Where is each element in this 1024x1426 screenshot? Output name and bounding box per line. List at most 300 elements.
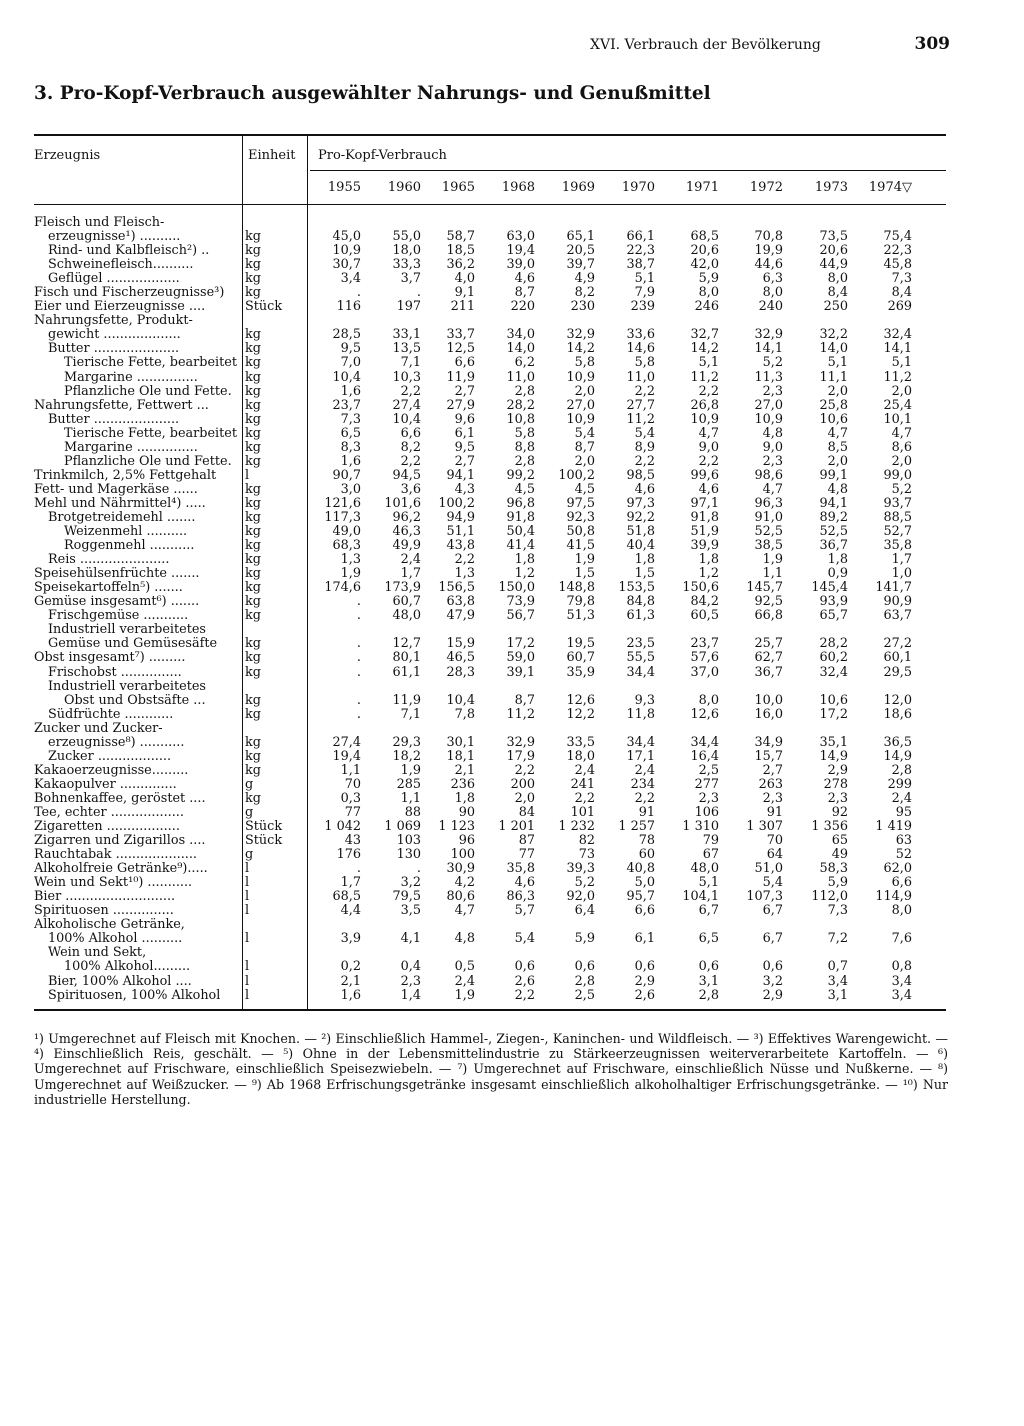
value-cell: 1 069 [384,819,421,835]
value-cell: 121,6 [324,495,361,511]
value-cell: 14,9 [819,748,848,764]
table-row [0,525,1024,539]
value-cell: 93,9 [819,594,848,610]
table-row [0,441,1024,455]
value-cell: 7,1 [400,355,421,371]
column-header-consumption: Pro-Kopf-Verbrauch [318,148,447,163]
row-unit: kg [245,383,261,399]
value-cell: 8,0 [698,692,719,708]
value-cell: 148,8 [558,580,595,596]
table-row [0,834,1024,848]
row-unit: kg [245,762,261,778]
table-row [0,778,1024,792]
row-label: Alkoholische Getränke, [34,918,185,933]
value-cell: 240 [758,299,783,315]
value-cell: 63,0 [506,229,535,245]
value-cell: 6,5 [340,425,361,441]
row-unit: Stück [245,299,283,315]
value-cell: 32,4 [883,327,912,343]
value-cell: 4,3 [454,481,475,497]
value-cell: 32,4 [819,664,848,680]
value-cell: 100,2 [438,495,475,511]
value-cell: 15,7 [754,748,783,764]
value-cell: 2,8 [891,762,912,778]
value-cell: 47,9 [446,608,475,624]
value-cell: 20,6 [819,243,848,259]
value-cell: 6,6 [634,903,655,919]
value-cell: 174,6 [324,580,361,596]
value-cell: 100 [450,847,475,863]
value-cell: 59,0 [506,650,535,666]
value-cell: 7,3 [891,271,912,287]
value-cell: 1,9 [762,552,783,568]
row-unit: kg [245,257,261,273]
value-cell: 10,6 [819,692,848,708]
table-row [0,651,1024,665]
value-cell: 14,0 [819,341,848,357]
value-cell: 1 201 [498,819,535,835]
row-label: Zucker und Zucker- [34,721,163,736]
value-cell: 6,6 [400,425,421,441]
value-cell: 6,4 [574,903,595,919]
table-row [0,820,1024,834]
value-cell: 55,0 [392,229,421,245]
value-cell: 42,0 [690,257,719,273]
value-cell: 35,8 [883,538,912,554]
value-cell: 52,5 [754,524,783,540]
value-cell: 1 123 [438,819,475,835]
value-cell: 1,1 [762,566,783,582]
value-cell: 0,6 [514,959,535,975]
row-label: Speisehülsenfrüchte ....... [34,567,200,582]
value-cell: 4,8 [454,931,475,947]
value-cell: 1,6 [340,987,361,1003]
value-cell: 13,5 [392,341,421,357]
row-label: Fleisch und Fleisch- [34,216,165,230]
value-cell: 60,2 [819,650,848,666]
row-unit: l [245,931,250,947]
value-cell: 10,9 [754,411,783,427]
value-cell: 86,3 [506,889,535,905]
value-cell: 32,2 [819,327,848,343]
value-cell: 11,9 [446,369,475,385]
value-cell: 6,1 [634,931,655,947]
value-cell: 7,0 [340,355,361,371]
value-cell: 40,4 [626,538,655,554]
value-cell: 20,5 [566,243,595,259]
footnotes: ¹) Umgerechnet auf Fleisch mit Knochen. — ²) Einschließlich Hammel-, Ziegen-, Kaninchen- und Wildfleisch. — ³) Effektives Warengewicht. — ⁴) Einschließlich Reis, geschält. — ⁵) Ohne in der Lebensmittelindustrie zu Stärkeerzeugnissen weiterverarbeitete Kartoffeln. — ⁶) Umgerechnet auf Frischware, einschließlich Speisezwiebeln. — ⁷) Umgerechnet auf Frischware, einschließlich Nüsse und Nußkerne. — ⁸) Umgerechnet auf Weißzucker. — ⁹) Ab 1968 Erfrischungsgetränke insgesamt einschließlich alkoholhaltiger Erfrischungsgetränke. — ¹⁰) Nur industrielle Herstellung. [34,1031,948,1107]
value-cell: . [356,861,361,877]
value-cell: 48,0 [690,861,719,877]
value-cell: 12,5 [446,341,475,357]
value-cell: 49,9 [392,538,421,554]
value-cell: 92,3 [566,509,595,525]
year-header-cell: 1971 [685,180,719,195]
value-cell: 40,8 [626,861,655,877]
value-cell: 19,4 [506,243,535,259]
row-unit: kg [245,664,261,680]
value-cell: 239 [630,299,655,315]
value-cell: 1,3 [340,552,361,568]
row-unit: l [245,861,250,877]
value-cell: 93,7 [883,495,912,511]
row-unit: kg [245,636,261,652]
table-row [0,792,1024,806]
value-cell: 278 [823,776,848,792]
value-cell: 70 [344,776,361,792]
value-cell: 2,2 [634,453,655,469]
table-row [0,722,1024,736]
value-cell: 0,2 [340,959,361,975]
value-cell: 27,0 [754,397,783,413]
value-cell: 2,0 [827,453,848,469]
value-cell: 3,4 [340,271,361,287]
row-label: Fett- und Magerkäse ...... [34,482,198,497]
row-label: Mehl und Nährmittel⁴) ..... [34,496,206,511]
value-cell: 36,7 [754,664,783,680]
value-cell: 96,8 [506,495,535,511]
row-label: Frischgemüse ........... [48,609,189,624]
value-cell: 88 [404,804,421,820]
row-unit: kg [245,495,261,511]
value-cell: 2,6 [634,987,655,1003]
table-row [0,946,1024,960]
value-cell: 176 [336,847,361,863]
row-label: Weizenmehl .......... [64,525,188,540]
table-row [0,497,1024,511]
value-cell: 10,4 [332,369,361,385]
value-cell: 2,4 [454,973,475,989]
value-cell: 43,8 [446,538,475,554]
value-cell: 73,9 [506,594,535,610]
value-cell: 2,0 [514,790,535,806]
value-cell: 58,7 [446,229,475,245]
value-cell: 5,1 [827,355,848,371]
row-unit: l [245,959,250,975]
value-cell: 84 [518,804,535,820]
value-cell: 101,6 [384,495,421,511]
row-unit: kg [245,538,261,554]
value-cell: 73 [578,847,595,863]
value-cell: 63 [895,833,912,849]
table-row [0,427,1024,441]
table-row [0,385,1024,399]
value-cell: 14,1 [883,341,912,357]
value-cell: 23,7 [332,397,361,413]
value-cell: 5,4 [574,425,595,441]
row-label: Gemüse und Gemüsesäfte [48,637,218,652]
value-cell: 5,2 [574,875,595,891]
value-cell: 106 [694,804,719,820]
value-cell: 8,6 [891,439,912,455]
value-cell: 77 [518,847,535,863]
value-cell: 2,0 [574,383,595,399]
value-cell: 17,2 [506,636,535,652]
value-cell: 2,7 [762,762,783,778]
value-cell: . [356,650,361,666]
table-row [0,413,1024,427]
row-unit: l [245,987,250,1003]
table-row [0,286,1024,300]
value-cell: 68,5 [690,229,719,245]
value-cell: 60,7 [566,650,595,666]
value-cell: 6,7 [762,903,783,919]
value-cell: 4,7 [762,481,783,497]
value-cell: 68,3 [332,538,361,554]
value-cell: 20,6 [690,243,719,259]
row-label: Speisekartoffeln⁵) ....... [34,581,183,596]
value-cell: 19,4 [332,748,361,764]
row-unit: kg [245,790,261,806]
table-row [0,989,1024,1003]
value-cell: 38,5 [754,538,783,554]
table-row [0,708,1024,722]
row-label: Geflügel .................. [48,272,180,287]
value-cell: 97,5 [566,495,595,511]
value-cell: 1,9 [574,552,595,568]
value-cell: 75,4 [883,229,912,245]
value-cell: 8,2 [574,285,595,301]
value-cell: 32,9 [754,327,783,343]
value-cell: . [356,706,361,722]
value-cell: 51,8 [626,524,655,540]
value-cell: 4,1 [400,931,421,947]
value-cell: 89,2 [819,509,848,525]
value-cell: 2,2 [514,762,535,778]
value-cell: 5,0 [634,875,655,891]
row-label: Pflanzliche Öle und Fette. [64,454,232,469]
table-top-rule [34,134,946,136]
value-cell: 79,5 [392,889,421,905]
value-cell: 17,2 [819,706,848,722]
value-cell: 0,5 [454,959,475,975]
value-cell: 97,1 [690,495,719,511]
value-cell: 2,8 [698,987,719,1003]
row-unit: kg [245,369,261,385]
row-unit: kg [245,734,261,750]
value-cell: 27,4 [332,734,361,750]
value-cell: 91,8 [690,509,719,525]
value-cell: 4,9 [574,271,595,287]
value-cell: 91,0 [754,509,783,525]
value-cell: 55,5 [626,650,655,666]
row-label: Südfrüchte ............ [48,707,174,722]
value-cell: 8,7 [574,439,595,455]
column-header-product: Erzeugnis [34,148,101,163]
value-cell: 1,6 [340,383,361,399]
value-cell: 19,9 [754,243,783,259]
value-cell: 9,3 [634,692,655,708]
row-unit: kg [245,552,261,568]
value-cell: 8,9 [634,439,655,455]
value-cell: 95 [895,804,912,820]
row-unit: kg [245,481,261,497]
value-cell: 58,3 [819,861,848,877]
value-cell: 80,1 [392,650,421,666]
value-cell: 10,9 [566,369,595,385]
value-cell: 5,9 [574,931,595,947]
value-cell: 95,7 [626,889,655,905]
table-row [0,680,1024,694]
column-header-unit: Einheit [248,148,296,163]
value-cell: 33,7 [446,327,475,343]
value-cell: 6,7 [762,931,783,947]
value-cell: 62,0 [883,861,912,877]
value-cell: 1,4 [400,987,421,1003]
value-cell: 90,9 [883,594,912,610]
value-cell: 41,4 [506,538,535,554]
value-cell: 96,3 [754,495,783,511]
value-cell: 299 [887,776,912,792]
value-cell: 4,8 [762,425,783,441]
value-cell: 84,2 [690,594,719,610]
value-cell: 6,1 [454,425,475,441]
row-label: Industriell verarbeitetes [48,623,206,638]
value-cell: 116 [336,299,361,315]
value-cell: 5,4 [762,875,783,891]
value-cell: 200 [510,776,535,792]
row-label: Tierische Fette, bearbeitet [64,426,238,441]
value-cell: 49 [831,847,848,863]
value-cell: 5,7 [514,903,535,919]
value-cell: 4,7 [827,425,848,441]
value-cell: 22,3 [883,243,912,259]
value-cell: 99,6 [690,467,719,483]
value-cell: 6,6 [891,875,912,891]
value-cell: 250 [823,299,848,315]
row-unit: kg [245,706,261,722]
table-row [0,904,1024,918]
row-unit: l [245,875,250,891]
value-cell: 64 [766,847,783,863]
value-cell: 14,1 [754,341,783,357]
value-cell: 3,4 [827,973,848,989]
value-cell: 63,8 [446,594,475,610]
value-cell: 61,1 [392,664,421,680]
value-cell: 51,3 [566,608,595,624]
value-cell: 2,9 [827,762,848,778]
value-cell: 10,1 [883,411,912,427]
value-cell: 4,5 [514,481,535,497]
value-cell: 67 [702,847,719,863]
row-label: Rind- und Kalbfleisch²) .. [48,244,210,259]
row-unit: kg [245,327,261,343]
value-cell: 4,6 [514,875,535,891]
value-cell: 94,5 [392,467,421,483]
row-unit: kg [245,341,261,357]
value-cell: 230 [570,299,595,315]
value-cell: 18,6 [883,706,912,722]
value-cell: 10,9 [566,411,595,427]
value-cell: 3,7 [400,271,421,287]
table-row [0,230,1024,244]
value-cell: 36,7 [819,538,848,554]
value-cell: 3,9 [340,931,361,947]
row-unit: kg [245,580,261,596]
year-header-rule [310,170,946,171]
table-row [0,764,1024,778]
table-row [0,609,1024,623]
value-cell: 9,5 [454,439,475,455]
value-cell: 2,3 [762,790,783,806]
value-cell: 22,3 [626,243,655,259]
value-cell: 92,0 [566,889,595,905]
value-cell: 5,4 [514,931,535,947]
value-cell: 60,5 [690,608,719,624]
page-number: 309 [914,34,950,54]
table-row [0,975,1024,989]
row-label: Obst insgesamt⁷) ......... [34,651,186,666]
table-row [0,469,1024,483]
value-cell: 94,9 [446,509,475,525]
row-label: Nahrungsfette, Produkt- [34,314,193,329]
value-cell: 56,7 [506,608,535,624]
value-cell: 14,2 [566,341,595,357]
value-cell: 26,8 [690,397,719,413]
value-cell: 1 257 [618,819,655,835]
value-cell: . [356,285,361,301]
row-label: Wein und Sekt¹⁰) ........... [34,876,193,891]
value-cell: 8,7 [514,692,535,708]
value-cell: 2,2 [634,790,655,806]
value-cell: 8,7 [514,285,535,301]
year-header-cell: 1960 [387,180,421,195]
value-cell: 7,3 [340,411,361,427]
table-row [0,258,1024,272]
value-cell: 2,0 [891,453,912,469]
value-cell: 27,4 [392,397,421,413]
value-cell: 1,5 [574,566,595,582]
value-cell: 2,9 [634,973,655,989]
table-row [0,216,1024,230]
value-cell: 61,3 [626,608,655,624]
value-cell: 130 [396,847,421,863]
value-cell: 5,8 [574,355,595,371]
row-label: Spirituosen, 100% Alkohol [48,988,221,1003]
value-cell: 5,1 [891,355,912,371]
value-cell: 0,6 [762,959,783,975]
value-cell: 4,7 [698,425,719,441]
value-cell: 15,9 [446,636,475,652]
value-cell: 5,9 [698,271,719,287]
row-label: Brotgetreidemehl ....... [48,510,196,525]
value-cell: 1 310 [682,819,719,835]
row-unit: kg [245,243,261,259]
value-cell: 41,5 [566,538,595,554]
value-cell: 3,2 [400,875,421,891]
value-cell: 60 [638,847,655,863]
value-cell: 94,1 [819,495,848,511]
value-cell: 263 [758,776,783,792]
value-cell: 27,9 [446,397,475,413]
table-row [0,455,1024,469]
value-cell: 34,4 [690,734,719,750]
value-cell: 80,6 [446,889,475,905]
value-cell: 78 [638,833,655,849]
value-cell: 2,3 [762,383,783,399]
value-cell: 9,1 [454,285,475,301]
row-unit: g [245,804,254,820]
value-cell: . [356,692,361,708]
row-unit: kg [245,524,261,540]
value-cell: 32,9 [566,327,595,343]
value-cell: 11,1 [819,369,848,385]
value-cell: 8,4 [827,285,848,301]
value-cell: 99,0 [883,467,912,483]
value-cell: . [356,608,361,624]
value-cell: 28,5 [332,327,361,343]
value-cell: 2,2 [698,453,719,469]
